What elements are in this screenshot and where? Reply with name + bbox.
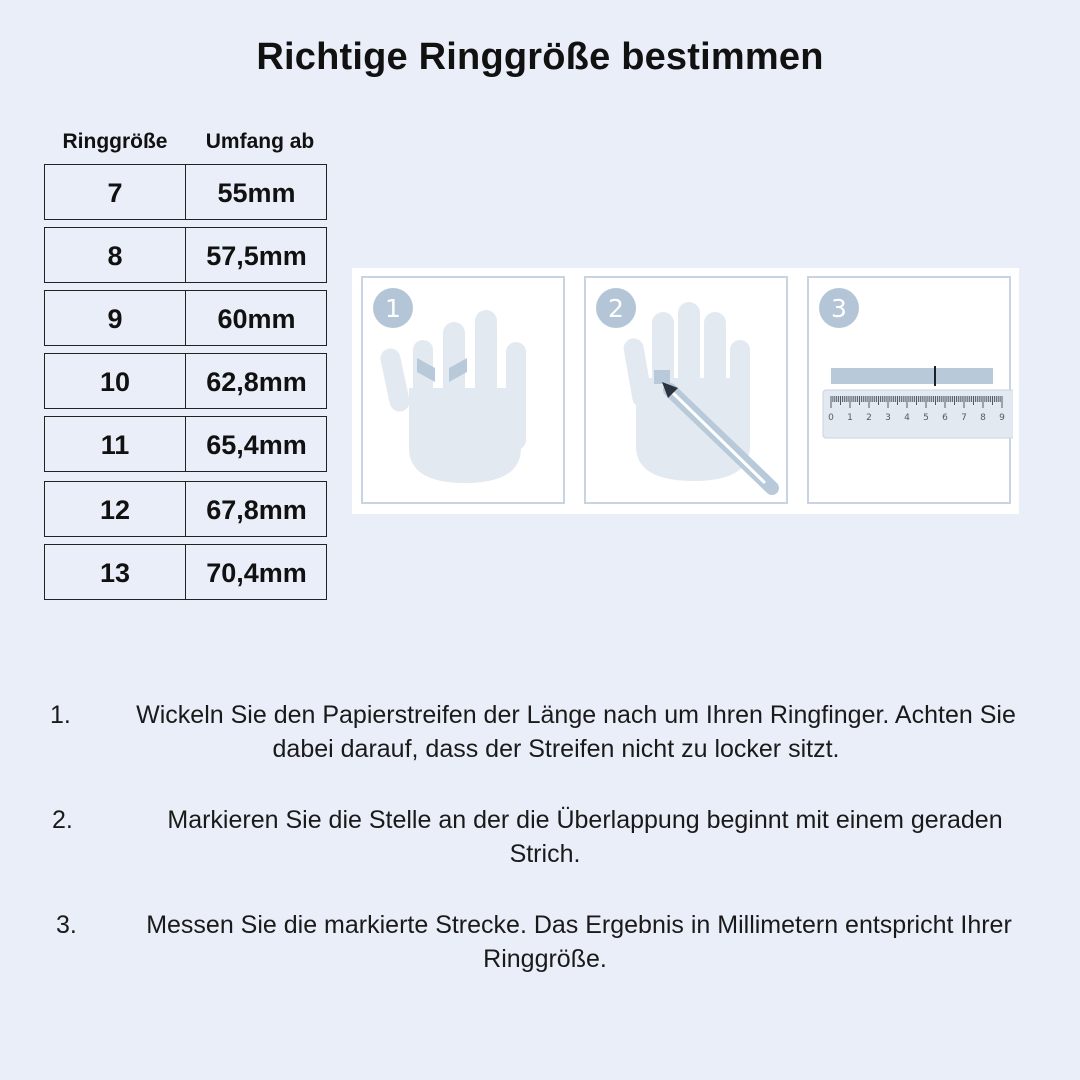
instruction-text: Markieren Sie die Stelle an der die Überlappung beginnt mit einem geraden [167,806,1003,834]
step-panel-2 [584,276,788,504]
instruction-text: Wickeln Sie den Papierstreifen der Länge nach um Ihren Ringfinger. Achten Sie [136,701,1016,729]
instruction-number: 2. [52,806,73,834]
table-row [44,164,327,220]
ruler-icon [809,278,1013,506]
svg-text:2: 2 [866,413,872,423]
step-panel-1 [361,276,565,504]
hand-with-strip-icon [363,278,567,506]
circumference-cell: 57,5mm [206,241,307,271]
page-title: Richtige Ringgröße bestimmen [256,36,824,78]
svg-text:0: 0 [828,413,834,423]
instruction-text: Messen Sie die markierte Strecke. Das Ergebnis in Millimetern entspricht Ihrer [146,911,1012,939]
svg-text:1: 1 [847,413,853,423]
step-badge-2: 2 [608,294,624,323]
table-row [44,353,327,409]
ring-size-cell: 13 [99,558,131,588]
step-panel-3 [807,276,1011,504]
step-badge-1: 1 [385,294,401,323]
circumference-cell: 65,4mm [206,430,307,460]
instruction-number: 1. [50,701,71,729]
instruction-illustration [352,268,1019,514]
header-circumference: Umfang ab [205,130,315,153]
ring-size-cell: 11 [100,430,130,460]
ring-size-cell: 7 [107,178,123,208]
svg-text:3: 3 [885,413,891,423]
circumference-cell: 55mm [217,178,296,208]
ring-size-cell: 10 [99,367,131,397]
svg-text:9: 9 [999,413,1005,423]
svg-text:6: 6 [942,413,948,423]
header-ring-size: Ringgröße [62,130,168,153]
svg-text:7: 7 [961,413,967,423]
table-row [44,290,327,346]
instruction-3 [40,908,1050,976]
ring-size-cell: 8 [107,241,123,271]
circumference-cell: 62,8mm [206,367,307,397]
table-row [44,227,327,283]
step-badge-3: 3 [831,294,847,323]
table-row [44,416,327,472]
ring-size-cell: 9 [107,304,123,334]
instruction-number: 3. [56,911,77,939]
instruction-2 [40,803,1050,871]
svg-text:8: 8 [980,413,986,423]
instruction-text: dabei darauf, dass der Streifen nicht zu locker sitzt. [272,735,840,763]
ring-size-cell: 12 [99,495,131,525]
circumference-cell: 60mm [217,304,296,334]
table-row [44,481,327,537]
instruction-text: Ringgröße. [483,945,607,973]
circumference-cell: 70,4mm [206,558,307,588]
svg-text:4: 4 [904,413,910,423]
instruction-text: Strich. [509,840,581,868]
instruction-1 [40,698,1050,766]
svg-text:5: 5 [923,413,929,423]
hand-with-pencil-icon [586,278,790,506]
table-row [44,544,327,600]
circumference-cell: 67,8mm [206,495,307,525]
